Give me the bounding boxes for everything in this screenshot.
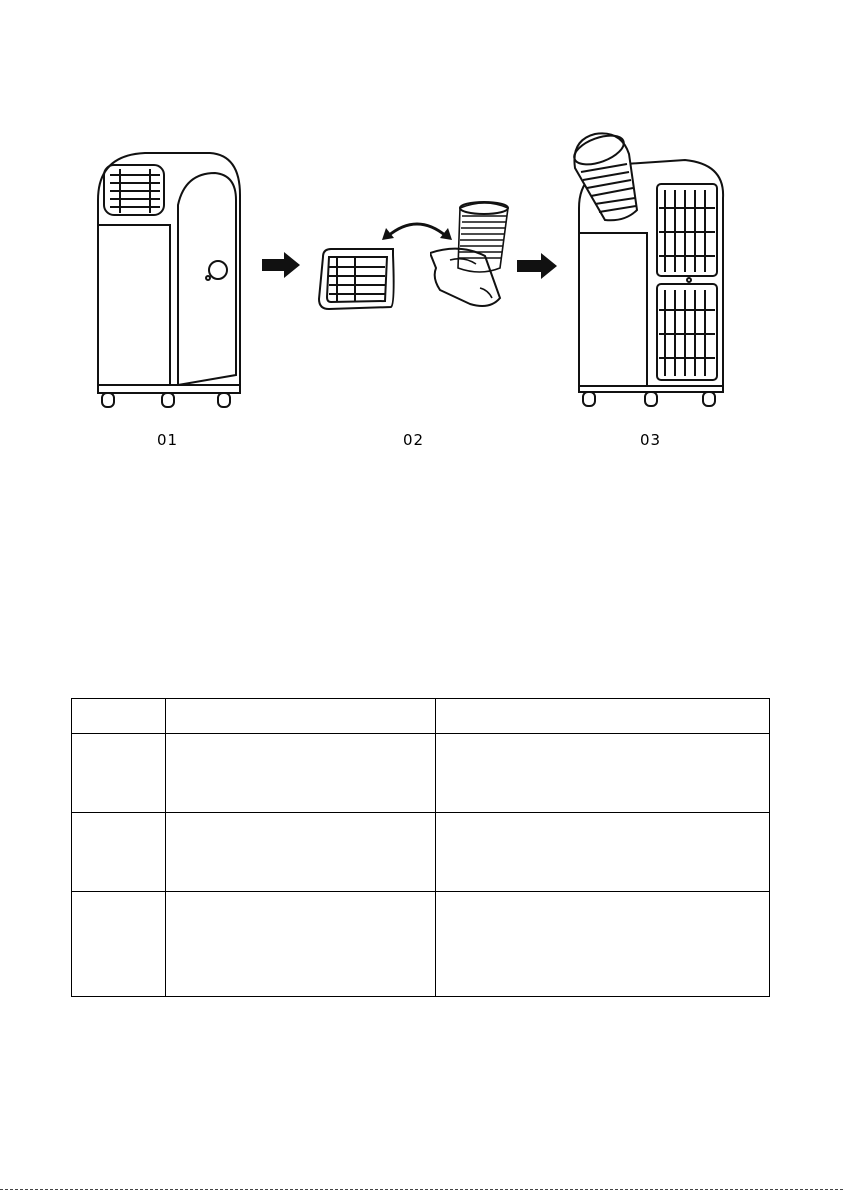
table-cell bbox=[72, 892, 166, 997]
table-row bbox=[72, 734, 770, 813]
table-cell bbox=[436, 734, 770, 813]
page-bottom-divider bbox=[0, 1189, 843, 1190]
exhaust-hose-adapter-icon bbox=[430, 198, 515, 313]
portable-ac-unit-icon bbox=[90, 145, 250, 415]
table-cell bbox=[72, 699, 166, 734]
step-label-01: 01 bbox=[157, 431, 179, 449]
table-cell bbox=[165, 699, 436, 734]
spec-table bbox=[71, 698, 770, 997]
table-cell bbox=[165, 734, 436, 813]
table-row bbox=[72, 892, 770, 997]
table-cell bbox=[72, 813, 166, 892]
arrow-right-icon bbox=[517, 251, 559, 281]
table-row bbox=[72, 813, 770, 892]
louvre-grille-icon bbox=[315, 245, 400, 315]
table-cell bbox=[436, 699, 770, 734]
step-label-02: 02 bbox=[403, 431, 425, 449]
table-row bbox=[72, 699, 770, 734]
portable-ac-with-hose-icon bbox=[565, 128, 735, 413]
table-cell bbox=[436, 813, 770, 892]
table-cell bbox=[72, 734, 166, 813]
table-cell bbox=[165, 892, 436, 997]
step-label-03: 03 bbox=[640, 431, 662, 449]
arrow-right-icon bbox=[262, 250, 302, 280]
table-cell bbox=[165, 813, 436, 892]
table-cell bbox=[436, 892, 770, 997]
